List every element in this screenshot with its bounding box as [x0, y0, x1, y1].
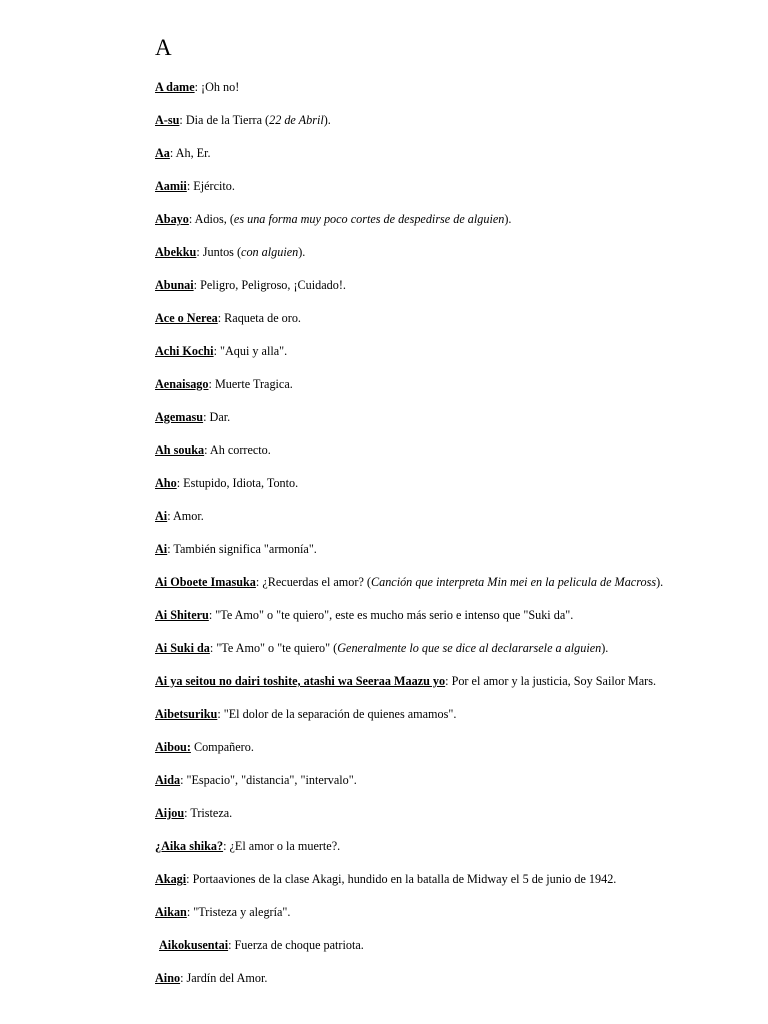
term-separator: :	[217, 311, 222, 325]
glossary-entry	[155, 837, 735, 855]
definition-text: Amor.	[170, 509, 204, 523]
glossary-entry	[155, 177, 735, 195]
glossary-entry	[155, 210, 735, 228]
glossary-entry	[155, 474, 735, 492]
definition-text: Tristeza.	[187, 806, 233, 820]
definition-text: ¿Recuerdas el amor? (	[259, 575, 371, 589]
definition-text: Compañero.	[190, 740, 254, 754]
term-separator: :	[169, 146, 174, 160]
term-separator: :	[217, 707, 221, 721]
glossary-definition	[180, 476, 298, 490]
term-separator: :	[176, 476, 181, 490]
glossary-term: Aho	[155, 476, 177, 490]
glossary-entry	[155, 375, 735, 393]
glossary-term: Ah souka	[155, 443, 205, 457]
glossary-entry	[155, 672, 735, 690]
glossary-entry	[155, 606, 735, 624]
glossary-definition	[200, 245, 306, 259]
glossary-entry	[155, 969, 735, 987]
glossary-term: Ai Suki da	[155, 641, 210, 655]
glossary-entry	[155, 441, 735, 459]
glossary-definition	[212, 377, 293, 391]
term-separator: :	[203, 410, 207, 424]
definition-text: ¿El amor o la muerte?.	[226, 839, 341, 853]
glossary-entry	[155, 243, 735, 261]
glossary-definition	[183, 113, 331, 127]
glossary-definition	[449, 674, 657, 688]
glossary-entry	[155, 771, 735, 789]
definition-text: Por el amor y la justicia, Soy Sailor Mars.	[448, 674, 657, 688]
definition-text: Raqueta de oro.	[221, 311, 301, 325]
definition-text: Dar.	[206, 410, 231, 424]
glossary-entry	[155, 540, 735, 558]
definition-text: Portaaviones de la clase Akagi, hundido en la batalla de Midway el 5 de junio de 1942.	[189, 872, 617, 886]
definition-text: "Tristeza y alegría".	[190, 905, 291, 919]
glossary-entry	[155, 705, 735, 723]
glossary-term: Akagi	[155, 872, 187, 886]
definition-text: "El dolor de la separación de quienes amamos".	[220, 707, 457, 721]
glossary-entry	[155, 78, 735, 96]
definition-text: Ah, Er.	[173, 146, 211, 160]
definition-text: Ah correcto.	[207, 443, 271, 457]
definition-text: ).	[504, 212, 512, 226]
glossary-entry	[155, 639, 735, 657]
term-separator: :	[186, 872, 190, 886]
glossary-list	[155, 78, 735, 1002]
definition-text: ).	[601, 641, 609, 655]
glossary-term: Achi Kochi	[155, 344, 214, 358]
definition-text: "Te Amo" o "te quiero" (	[213, 641, 338, 655]
definition-italic-note: Generalmente lo que se dice al declararsele a alguien	[337, 641, 602, 655]
term-separator: :	[204, 443, 208, 457]
glossary-definition	[221, 707, 457, 721]
definition-text: Peligro, Peligroso, ¡Cuidado!.	[197, 278, 346, 292]
glossary-definition	[190, 872, 617, 886]
definition-text: Juntos (	[199, 245, 242, 259]
glossary-definition	[191, 740, 254, 754]
glossary-term: Aino	[155, 971, 181, 985]
glossary-term: Aenaisago	[155, 377, 209, 391]
glossary-entry	[155, 144, 735, 162]
term-separator: :	[186, 905, 191, 919]
glossary-term: ¿Aika shika?	[155, 839, 224, 853]
definition-italic-note: Canción que interpreta Min mei en la pelicula de Macross	[370, 575, 657, 589]
glossary-definition	[212, 608, 573, 622]
glossary-definition	[171, 542, 317, 556]
glossary-definition	[171, 509, 204, 523]
glossary-entry	[155, 507, 735, 525]
definition-text: ).	[323, 113, 331, 127]
term-separator: :	[180, 971, 184, 985]
glossary-definition	[183, 773, 356, 787]
glossary-term: Aamii	[155, 179, 187, 193]
term-separator: :	[184, 806, 188, 820]
glossary-definition	[221, 311, 301, 325]
term-separator: :	[208, 377, 212, 391]
glossary-term: Abunai	[155, 278, 194, 292]
term-separator: :	[209, 641, 214, 655]
section-heading: A	[155, 35, 172, 60]
glossary-entry	[155, 936, 735, 954]
definition-text: "Te Amo" o "te quiero", este es mucho más serio e intenso que "Suki da".	[212, 608, 574, 622]
glossary-term: Aida	[155, 773, 181, 787]
glossary-entry	[155, 276, 735, 294]
glossary-definition	[213, 641, 608, 655]
term-separator: :	[167, 509, 171, 523]
glossary-definition	[226, 839, 340, 853]
glossary-definition	[259, 575, 663, 589]
glossary-entry	[155, 309, 735, 327]
definition-italic-note: 22 de Abril	[269, 113, 324, 127]
definition-text: ).	[298, 245, 306, 259]
definition-text: "Espacio", "distancia", "intervalo".	[183, 773, 357, 787]
term-separator: :	[194, 80, 198, 94]
definition-text: Estupido, Idiota, Tonto.	[180, 476, 299, 490]
term-separator: :	[167, 542, 171, 556]
term-separator: :	[255, 575, 260, 589]
glossary-term: Ai	[155, 542, 168, 556]
glossary-term: Ai Oboete Imasuka	[155, 575, 256, 589]
definition-text: También significa "armonía".	[170, 542, 317, 556]
definition-text: Ejército.	[190, 179, 235, 193]
glossary-term: A dame	[155, 80, 195, 94]
glossary-definition	[188, 806, 233, 820]
definition-text: Jardín del Amor.	[183, 971, 268, 985]
glossary-definition	[231, 938, 363, 952]
glossary-term: Aijou	[155, 806, 185, 820]
term-separator: :	[188, 212, 193, 226]
term-separator: :	[180, 773, 184, 787]
glossary-definition	[198, 80, 239, 94]
glossary-entry	[155, 408, 735, 426]
glossary-entry	[155, 111, 735, 129]
glossary-entry	[155, 870, 735, 888]
glossary-term: Agemasu	[155, 410, 204, 424]
glossary-term: Aa	[155, 146, 170, 160]
definition-text: ).	[656, 575, 664, 589]
glossary-entry	[155, 903, 735, 921]
glossary-definition	[192, 212, 511, 226]
definition-italic-note: es una forma muy poco cortes de despedirse de alguien	[233, 212, 505, 226]
glossary-definition	[206, 410, 230, 424]
definition-text: Adios, (	[192, 212, 234, 226]
glossary-definition	[173, 146, 210, 160]
glossary-term: Aibou:	[155, 740, 191, 754]
glossary-entry	[155, 573, 735, 591]
glossary-definition	[208, 443, 271, 457]
glossary-definition	[190, 905, 290, 919]
term-separator: :	[213, 344, 217, 358]
glossary-term: Abayo	[155, 212, 189, 226]
glossary-term: Ai ya seitou no dairi toshite, atashi wa Seeraa Maazu yo	[155, 674, 446, 688]
definition-text: Fuerza de choque patriota.	[231, 938, 364, 952]
glossary-definition	[190, 179, 235, 193]
term-separator: :	[223, 839, 227, 853]
term-separator: :	[445, 674, 449, 688]
definition-italic-note: con alguien	[241, 245, 299, 259]
term-separator: :	[186, 179, 191, 193]
glossary-term: Ai	[155, 509, 168, 523]
term-separator: :	[179, 113, 183, 127]
term-separator: :	[208, 608, 213, 622]
glossary-definition	[197, 278, 346, 292]
glossary-entry	[155, 738, 735, 756]
glossary-term: Ace o Nerea	[155, 311, 218, 325]
glossary-entry	[155, 804, 735, 822]
definition-text: ¡Oh no!	[198, 80, 240, 94]
glossary-term: Aikan	[155, 905, 187, 919]
glossary-definition	[183, 971, 267, 985]
term-separator: :	[196, 245, 200, 259]
glossary-term: Abekku	[155, 245, 197, 259]
glossary-term: Ai Shiteru	[155, 608, 209, 622]
term-separator: :	[228, 938, 232, 952]
definition-text: "Aqui y alla".	[216, 344, 288, 358]
glossary-entry	[155, 342, 735, 360]
term-separator: :	[193, 278, 198, 292]
glossary-term: Aibetsuriku	[155, 707, 218, 721]
glossary-definition	[217, 344, 287, 358]
glossary-term: Aikokusentai	[159, 938, 229, 952]
definition-text: Muerte Tragica.	[211, 377, 293, 391]
definition-text: Dia de la Tierra (	[182, 113, 270, 127]
glossary-term: A-su	[155, 113, 180, 127]
